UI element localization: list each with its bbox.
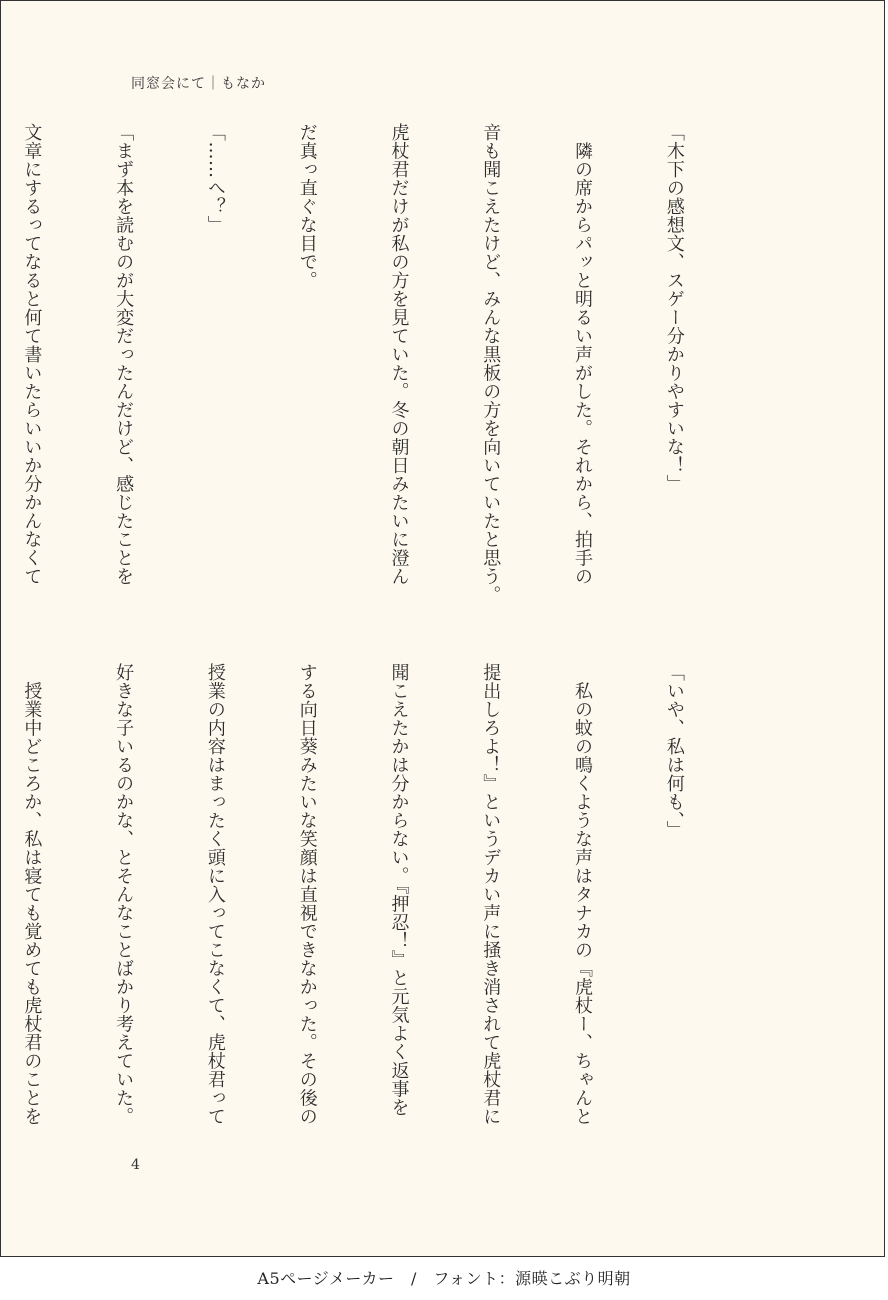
page-number: 4 — [131, 1157, 140, 1173]
text-block-bottom — [21, 663, 750, 1138]
text-line: 「まず本を読むのが大変だったんだけど、感じたことを — [113, 123, 135, 586]
text-line: だ真っ直ぐな目で。 — [296, 123, 318, 290]
text-line: 提出しろよ！』というデカい声に掻き消されて虎杖君に — [480, 663, 502, 1126]
footer-credit: A5ページメーカー / フォント：源暎こぶり明朝 — [257, 1269, 631, 1288]
text-line: 文章にするってなると何て書いたらいいか分かんなくて — [21, 123, 43, 586]
text-line: する向日葵みたいな笑顔は直視できなかった。その後の — [296, 663, 318, 1126]
text-line: 音も聞こえたけど、みんな黒板の方を向いていたと思う。 — [480, 123, 502, 604]
text-line: 私の蚊の鳴くような声はタナカの『虎杖ー、ちゃんと — [572, 663, 594, 1126]
text-line: 授業中どころか、私は寝ても覚めても虎杖君のことを — [21, 663, 43, 1126]
text-line: 「……へ？」 — [204, 123, 226, 234]
page-header: 同窓会にて｜もなか — [131, 76, 266, 92]
text-line: 隣の席からパッと明るい声がした。それから、拍手の — [572, 123, 594, 586]
text-line: 聞こえたかは分からない。『押忍！』と元気よく返事を — [388, 663, 410, 1117]
text-line: 授業の内容はまったく頭に入ってこなくて、虎杖君って — [204, 663, 226, 1126]
text-line: 「いや、私は何も、」 — [663, 663, 685, 839]
text-line: 好きな子いるのかな、とそんなことばかり考えていた。 — [113, 663, 135, 1126]
text-line: 虎杖君だけが私の方を見ていた。冬の朝日みたいに澄ん — [388, 123, 410, 586]
text-line: 「木下の感想文、スゲー分かりやすいな！」 — [663, 123, 685, 493]
text-block-top — [21, 123, 750, 604]
